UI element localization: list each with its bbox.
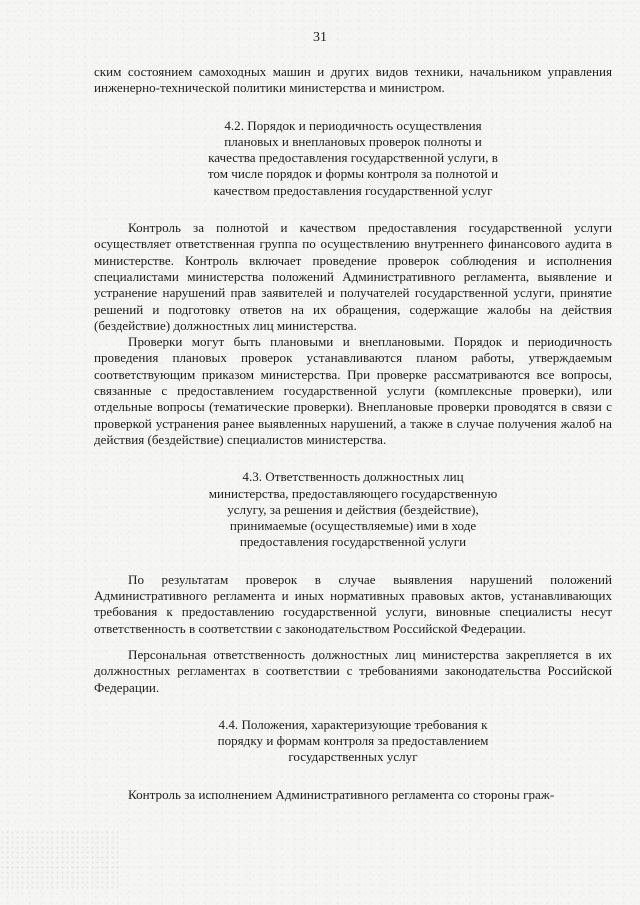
paragraph-violations: По результатам проверок в случае выявления нарушений положений Административного регламента и иных нормативных правовых актов, устанавливающих требования к предоставлению государственной услуги, виновные специалисты несут ответственность в соответствии с законодательством Российской Федерации. <box>94 571 612 636</box>
section-heading-4-4: 4.4. Положения, характеризующие требования к порядку и формам контроля за предоставлением государственных услуг <box>217 716 489 765</box>
paragraph-control: Контроль за полнотой и качеством предоставления государственной услуги осуществляет ответственная группа по осуществлению внутреннего финансового аудита в министерстве. Контроль включает проведение проверок соблюдения и исполнения специалистами министерства положений Административного регламента, выявление и устранение нарушений прав заявителей и получателей государственной услуги, принятие решений и подготовку ответов на их обращения, содержащие жалобы на действия (бездействие) должностных лиц министерства. <box>94 220 612 333</box>
section-heading-4-2: 4.2. Порядок и периодичность осуществления плановых и внеплановых проверок полноты и качества предоставления государственной услуги, в том числе порядок и формы контроля за полнотой и качеством предоставления государственной услуг <box>207 117 499 198</box>
paragraph-citizen-control: Контроль за исполнением Административного регламента со стороны граж- <box>128 786 555 802</box>
document-body <box>94 64 612 803</box>
paragraph-personal-responsibility: Персональная ответственность должностных лиц министерства закрепляется в их должностных регламентах в соответствии с требованиями законодательства Российской Федерации. <box>94 646 612 695</box>
scan-noise <box>0 830 120 890</box>
page-number: 31 <box>313 30 327 45</box>
paragraph-continuation: ским состоянием самоходных машин и других видов техники, начальником управления инженерно-технической политики министерства и министром. <box>94 64 612 96</box>
paragraph-inspections: Проверки могут быть плановыми и внеплановыми. Порядок и периодичность проведения плановых проверок устанавливаются планом работы, утверждаемым соответствующим приказом министерства. При проверке рассматриваются все вопросы, связанные с предоставлением государственной услуги (комплексные проверки), или отдельные вопросы (тематические проверки). Внеплановые проверки проводятся в связи с проверкой устранения ранее выявленных нарушений, а также в случае получения жалоб на действия (бездействие) специалистов министерства. <box>94 334 612 447</box>
section-heading-4-3: 4.3. Ответственность должностных лиц министерства, предоставляющего государственную услугу, за решения и действия (бездействие), принимаемые (осуществляемые) ими в ходе предоставления государственной услуги <box>208 469 498 550</box>
